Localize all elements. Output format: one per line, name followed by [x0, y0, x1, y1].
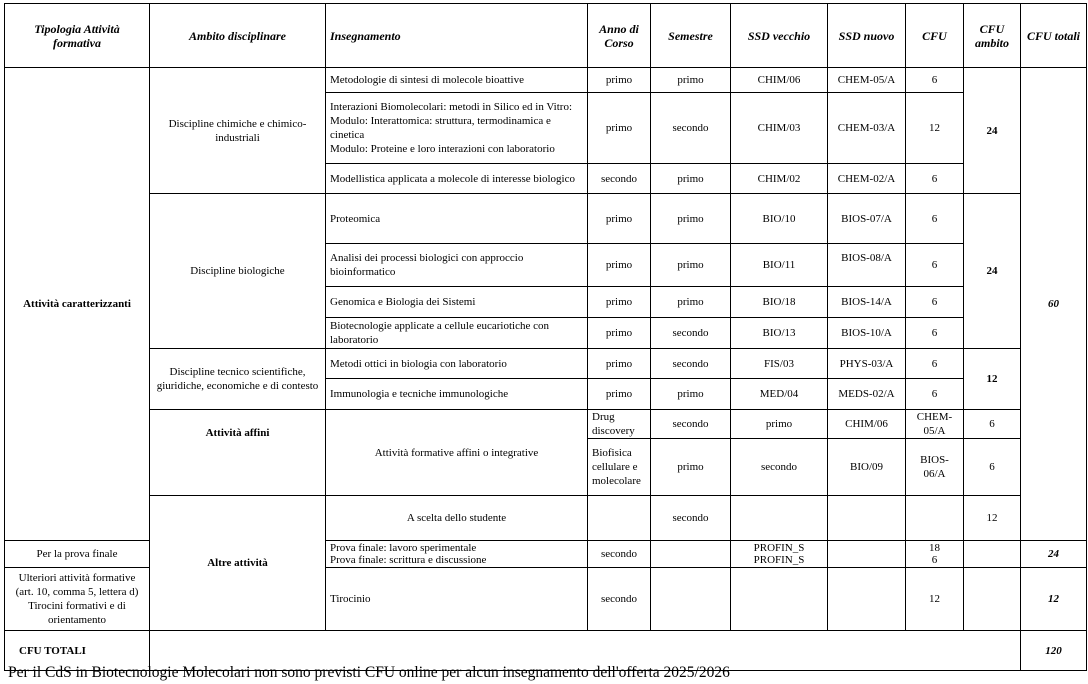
header-semestre: Semestre — [651, 4, 731, 68]
ssd-vecchio-cell — [828, 496, 906, 541]
study-plan-table — [4, 3, 1087, 671]
ssd-nuovo-cell — [906, 496, 964, 541]
ambito-ulteriori: Ulteriori attività formative (art. 10, comma 5, lettera d) Tirocini formativi e di orientamento — [5, 568, 150, 631]
cfu-cell: 6 — [906, 349, 964, 379]
cfu-ambito-biologiche: 24 — [964, 194, 1021, 349]
cfu-cell: 6 — [964, 439, 1021, 496]
cfu-ambito-cell — [964, 568, 1021, 631]
table-row — [5, 349, 1087, 379]
insegnamento-cell: Tirocinio — [326, 568, 588, 631]
ssd-nuovo-cell: BIOS-08/A — [828, 244, 906, 287]
ssd-line: PROFIN_S — [753, 554, 805, 566]
anno-cell: primo — [588, 194, 651, 244]
ssd-vecchio-cell: MED/04 — [731, 379, 828, 410]
anno-cell: secondo — [588, 164, 651, 194]
anno-cell: primo — [588, 244, 651, 287]
ambito-biologiche: Discipline biologiche — [150, 194, 326, 349]
cfu-ambito-tecniche: 12 — [964, 349, 1021, 410]
semestre-cell: primo — [651, 194, 731, 244]
ssd-vecchio-cell: BIO/13 — [731, 318, 828, 349]
insegnamento-cell: Metodologie di sintesi di molecole bioattive — [326, 68, 588, 93]
ssd-vecchio-cell: CHIM/06 — [828, 410, 906, 439]
header-row — [5, 4, 1087, 68]
ambito-prova: Per la prova finale — [5, 541, 150, 568]
footnote: Per il CdS in Biotecnologie Molecolari non sono previsti CFU online per alcun insegnamento dell'offerta 2025/2026 — [8, 664, 730, 681]
ssd-vecchio-cell — [731, 568, 828, 631]
cfu-cell: 6 — [906, 68, 964, 93]
ssd-nuovo-cell: CHEM-02/A — [828, 164, 906, 194]
ssd-vecchio-cell: CHIM/03 — [731, 93, 828, 164]
insegnamento-cell: Metodi ottici in biologia con laboratorio — [326, 349, 588, 379]
ssd-line: PROFIN_S — [753, 542, 805, 554]
ssd-nuovo-cell: BIOS-14/A — [828, 287, 906, 318]
anno-cell: primo — [588, 349, 651, 379]
ambito-tecniche: Discipline tecnico scientifiche, giuridiche, economiche e di contesto — [150, 349, 326, 410]
insegnamento-line: Interazioni Biomolecolari: metodi in Silico ed in Vitro: — [330, 101, 573, 113]
header-anno: Anno di Corso — [588, 4, 651, 68]
semestre-cell: primo — [651, 379, 731, 410]
ssd-nuovo-cell: BIOS-06/A — [906, 439, 964, 496]
cfu-totali-ulteriori: 12 — [1021, 568, 1087, 631]
cfu-ambito-chimiche: 24 — [964, 68, 1021, 194]
semestre-cell: primo — [651, 287, 731, 318]
tipologia-caratterizzanti: Attività caratterizzanti — [5, 68, 150, 541]
semestre-cell — [731, 496, 828, 541]
anno-cell: secondo — [588, 541, 651, 568]
cfu-cell: 6 — [964, 410, 1021, 439]
insegnamento-cell: Modellistica applicata a molecole di interesse biologico — [326, 164, 588, 194]
tipologia-affini: Attività affini — [150, 410, 326, 496]
insegnamento-cell: Biotecnologie applicate a cellule eucariotiche con laboratorio — [326, 318, 588, 349]
table-row — [5, 68, 1087, 93]
ssd-vecchio-cell: CHIM/02 — [731, 164, 828, 194]
cfu-cell: 6 — [906, 379, 964, 410]
insegnamento-cell — [326, 93, 588, 164]
table-row — [5, 496, 1087, 541]
ssd-vecchio-cell — [731, 541, 828, 568]
ssd-nuovo-cell — [828, 568, 906, 631]
anno-cell: primo — [588, 68, 651, 93]
cfu-totali-label: CFU TOTALI — [5, 631, 150, 671]
header-ssd-nuovo: SSD nuovo — [828, 4, 906, 68]
semestre-cell — [651, 568, 731, 631]
cfu-totali-caratterizzanti: 60 — [1021, 68, 1087, 541]
anno-cell: primo — [588, 287, 651, 318]
cfu-cell: 6 — [906, 244, 964, 287]
semestre-cell: primo — [731, 410, 828, 439]
ssd-nuovo-cell: BIOS-07/A — [828, 194, 906, 244]
header-insegnamento: Insegnamento — [326, 4, 588, 68]
header-ambito: Ambito disciplinare — [150, 4, 326, 68]
anno-cell: primo — [588, 379, 651, 410]
insegnamento-cell: Biofisica cellulare e molecolare — [588, 439, 651, 496]
cfu-line: 18 — [929, 542, 940, 554]
ambito-scelta: A scelta dello studente — [326, 496, 588, 541]
prova-line: Prova finale: lavoro sperimentale — [330, 542, 477, 554]
modulo-line: Modulo: Interattomica: struttura, termodinamica e cinetica — [330, 115, 551, 141]
insegnamento-cell: Immunologia e tecniche immunologiche — [326, 379, 588, 410]
header-cfu-ambito: CFU ambito — [964, 4, 1021, 68]
modulo-line: Modulo: Proteine e loro interazioni con laboratorio — [330, 143, 555, 155]
ssd-vecchio-cell: BIO/18 — [731, 287, 828, 318]
ssd-vecchio-cell: BIO/09 — [828, 439, 906, 496]
table-row — [5, 194, 1087, 244]
cfu-cell: 6 — [906, 287, 964, 318]
cfu-totali-value: 120 — [1021, 631, 1087, 671]
cfu-cell — [906, 541, 964, 568]
cfu-line: 6 — [931, 554, 938, 566]
cfu-cell: 6 — [906, 318, 964, 349]
ssd-nuovo-cell: CHEM-03/A — [828, 93, 906, 164]
anno-cell: primo — [588, 93, 651, 164]
cfu-cell: 12 — [906, 568, 964, 631]
semestre-cell: secondo — [651, 93, 731, 164]
ssd-vecchio-cell: BIO/11 — [731, 244, 828, 287]
ssd-vecchio-cell: CHIM/06 — [731, 68, 828, 93]
semestre-cell: secondo — [651, 349, 731, 379]
anno-cell: primo — [588, 318, 651, 349]
cfu-cell: 6 — [906, 164, 964, 194]
insegnamento-cell: Analisi dei processi biologici con approccio bioinformatico — [326, 244, 588, 287]
insegnamento-cell: Drug discovery — [588, 410, 651, 439]
ssd-vecchio-cell: BIO/10 — [731, 194, 828, 244]
ssd-nuovo-cell: PHYS-03/A — [828, 349, 906, 379]
table-row — [5, 410, 1087, 439]
header-ssd-vecchio: SSD vecchio — [731, 4, 828, 68]
header-cfu-totali: CFU totali — [1021, 4, 1087, 68]
ssd-vecchio-cell: FIS/03 — [731, 349, 828, 379]
tipologia-altre: Altre attività — [150, 496, 326, 631]
ambito-affini: Attività formative affini o integrative — [326, 410, 588, 496]
ssd-nuovo-cell: CHEM-05/A — [906, 410, 964, 439]
cfu-cell: 12 — [964, 496, 1021, 541]
insegnamento-cell: Proteomica — [326, 194, 588, 244]
header-tipologia: Tipologia Attività formativa — [5, 4, 150, 68]
ambito-chimiche: Discipline chimiche e chimico-industriali — [150, 68, 326, 194]
cfu-cell: 6 — [906, 194, 964, 244]
header-cfu: CFU — [906, 4, 964, 68]
anno-cell: secondo — [588, 568, 651, 631]
ssd-nuovo-cell: MEDS-02/A — [828, 379, 906, 410]
ssd-nuovo-cell — [828, 541, 906, 568]
anno-cell: secondo — [651, 496, 731, 541]
insegnamento-cell: Genomica e Biologia dei Sistemi — [326, 287, 588, 318]
cfu-totali-prova: 24 — [1021, 541, 1087, 568]
semestre-cell — [651, 541, 731, 568]
semestre-cell: primo — [651, 244, 731, 287]
prova-line: Prova finale: scrittura e discussione — [330, 554, 487, 566]
semestre-cell: primo — [651, 164, 731, 194]
cfu-cell: 12 — [906, 93, 964, 164]
ssd-nuovo-cell: BIOS-10/A — [828, 318, 906, 349]
semestre-cell: primo — [651, 68, 731, 93]
anno-cell: secondo — [651, 410, 731, 439]
ssd-nuovo-cell: CHEM-05/A — [828, 68, 906, 93]
semestre-cell: secondo — [651, 318, 731, 349]
semestre-cell: secondo — [731, 439, 828, 496]
insegnamento-cell — [588, 496, 651, 541]
insegnamento-cell — [326, 541, 588, 568]
cfu-ambito-cell — [964, 541, 1021, 568]
anno-cell: primo — [651, 439, 731, 496]
